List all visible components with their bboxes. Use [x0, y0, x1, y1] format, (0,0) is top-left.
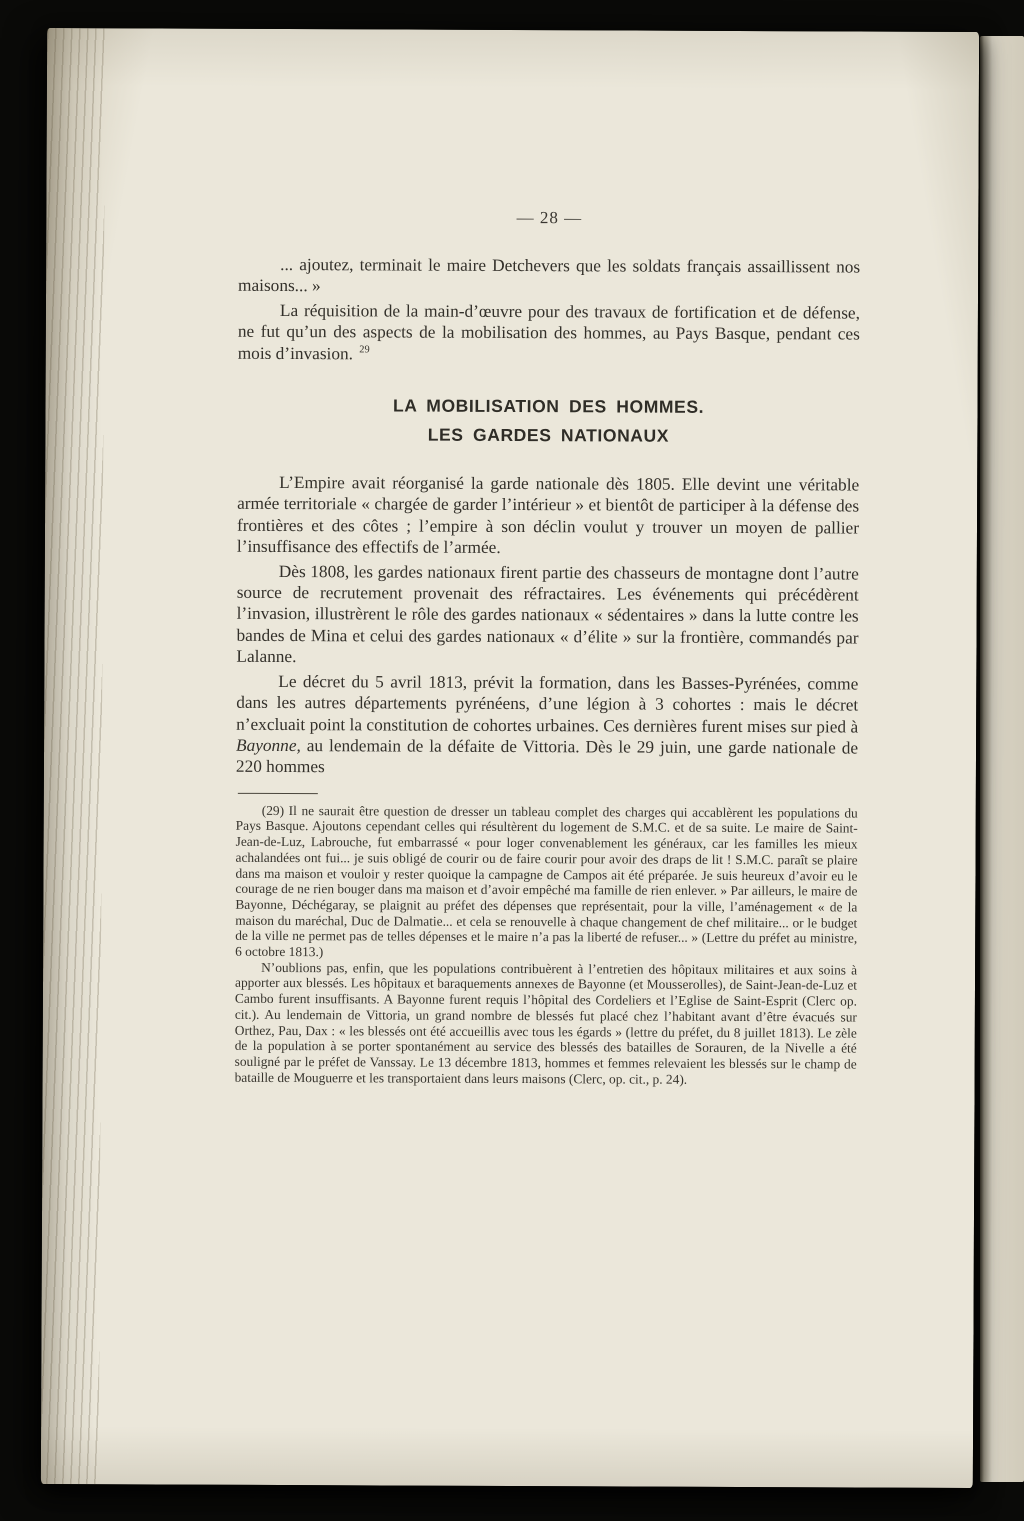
intro-paragraph-1: [238, 254, 860, 300]
section-heading-line1: LA MOBILISATION DES HOMMES.: [392, 395, 705, 417]
text-run: La réquisition de la main-d’œuvre pour des travaux de fortification et de défense, ne fut qu’un des aspects de la mobilisation des hommes, au Pays Basque, pendant ces mois d’invasion.: [237, 300, 860, 363]
italic-text-run: Bayonne,: [236, 735, 301, 755]
page-number: — 28 —: [516, 208, 583, 228]
text-run: N’oublions pas, enfin, que les populations contribuèrent à l’entretien des hôpitaux militaires et aux soins à apporter aux blessés. Les hôpitaux et baraquements annexes de Bayonne (et Mousserolles), de Saint-Jean-de-Luz et Cambo furent insuffisants. A Bayonne furent requis l’hôpital des Cordeliers et l’Eglise de Saint-Esprit (Clerc op. cit.). Au lendemain de Vittoria, un grand nombre de blessés fut placé chez l’habitant avant d’être évacués sur Orthez, Pau, Dax : « les blessés ont été accueillis avec tous les égards » (lettre du préfet, du 8 juillet 1813). Le zèle de la population à se porter spontanément au service des blessés des batailles de Sorauren, de la Nivelle a été souligné par le préfet de Vanssay. Le 13 décembre 1813, hommes et femmes relevaient les blessés sur le champ de bataille de Mouguerre et les transportaient dans leurs maisons (Clerc, op. cit., p. 24).: [234, 959, 858, 1087]
text-run: Le décret du 5 avril 1813, prévit la formation, dans les Basses-Pyrénées, comme dans les autres départements pyrénéens, d’une légion à 3 cohortes : mais le décret n’excluait point la constitution de cohortes urbaines. Ces dernières furent mises sur pied à: [236, 671, 859, 737]
text-run: ... ajoutez, terminait le maire Detchevers que les soldats français assaillissent nos maisons... »: [238, 254, 861, 296]
section-heading-line2: LES GARDES NATIONAUX: [427, 424, 670, 446]
text-run: (29) Il ne saurait être question de dresser un tableau complet des charges qui accablèrent les populations du Pays Basque. Ajoutons cependant celles qui résultèrent du logement de S.M.C. et de sa suite. Le maire de Saint-Jean-de-Luz, Labrouche, fut embarrassé « pour loger convenablement les généraux, car les familles les mieux achalandées ont fui... je suis obligé de courir ou de faire courir pour avoir des draps de lit ! S.M.C. paraît se plaire dans ma maison et vouloir y rester quoique la campagne de Campos ait été préparée. Je suis heureux d’avoir eu le courage de ne rien bouger dans ma maison et d’avoir empêché ma famille de rien enlever. » Par ailleurs, le maire de Bayonne, Déchégaray, se plaignit au préfet des dépenses que représentait, pour la ville, l’aménagement « de la maison du maréchal, Duc de Dalmatie... et cela se renouvelle à chaque changement de chef militaire... or le budget de la ville ne permet pas de telles dépenses et le maire n’a pas la liberté de refuser... » (Lettre du préfet au ministre, 6 octobre 1813.): [235, 802, 858, 960]
footnote-29-continued: [235, 960, 858, 1088]
section-heading: [237, 391, 859, 452]
body-paragraph-1: [237, 472, 859, 560]
intro-paragraphs: [238, 254, 860, 367]
adjacent-page-edge: [980, 36, 1024, 1482]
text-run: au lendemain de la défaite de Vittoria. Dès le 29 juin, une garde nationale de 220 hommes: [235, 735, 859, 777]
page-edge-stack: [41, 28, 105, 1484]
body-paragraphs: [236, 472, 859, 780]
body-paragraph-2: [236, 560, 858, 670]
intro-paragraph-2: [238, 300, 860, 367]
footnotes: [235, 803, 858, 1088]
footnote-divider: [238, 793, 318, 794]
text-run: L’Empire avait réorganisé la garde nationale dès 1805. Elle devint une véritable armée territoriale « chargée de garder l’intérieur » et bientôt de participer à la défense des frontières et des côtes ; l’empire à son déclin voulut y trouver un moyen de pallier l’insuffisance des effectifs de l’armée.: [236, 473, 860, 558]
footnote-29: [235, 803, 858, 963]
footnote-reference: 29: [359, 344, 370, 356]
text-run: Dès 1808, les gardes nationaux firent partie des chasseurs de montagne dont l’autre source de recrutement provenait des réfractaires. Les événements qui précédèrent l’invasion, illustrèrent le rôle des gardes nationaux « sédentaires » dans la lutte contre les bandes de Mina et celui des gardes nationaux « d’élite » sur la frontière, commandés par Lalanne.: [236, 561, 859, 667]
book-page: [41, 28, 979, 1488]
body-paragraph-3: [236, 670, 858, 780]
page-text-block: [235, 207, 861, 1088]
